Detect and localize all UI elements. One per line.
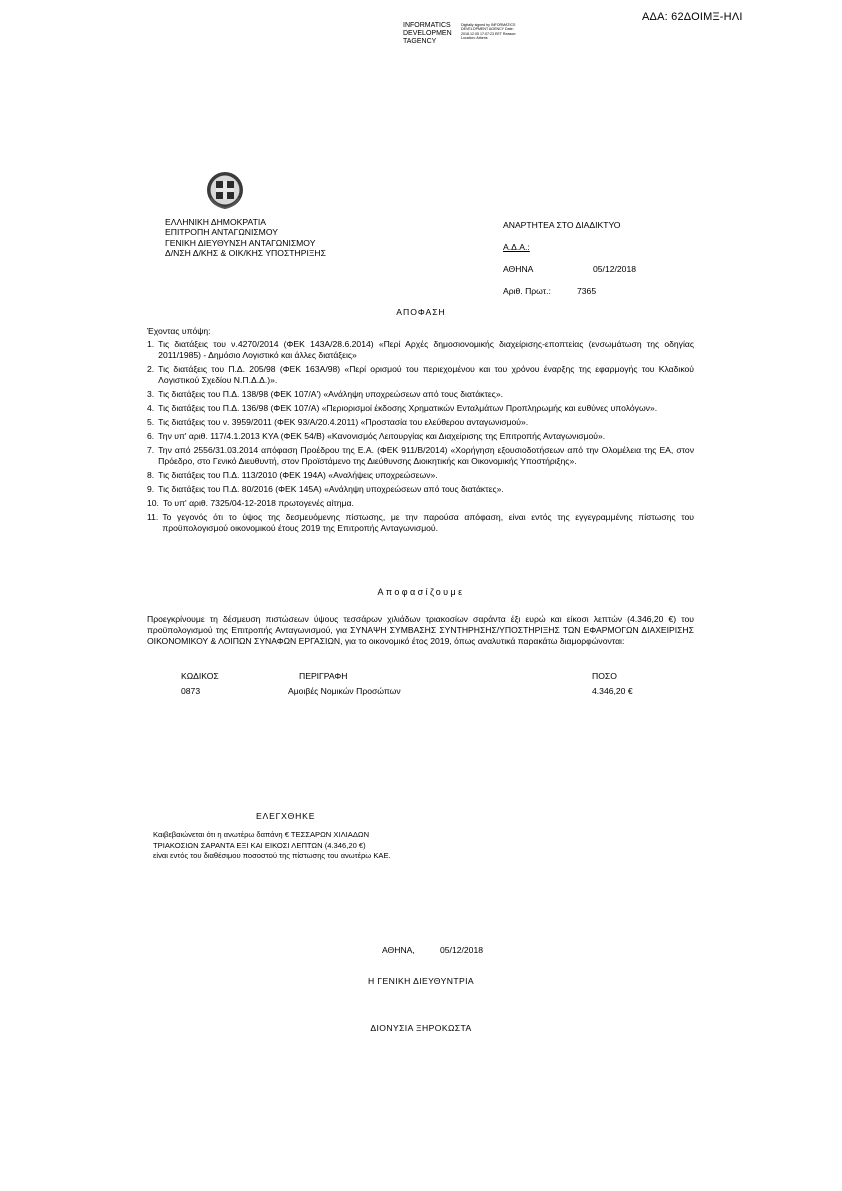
item-number: 4. (147, 403, 155, 413)
cell-code: 0873 (181, 686, 201, 696)
decide-title: Αποφασίζουμε (377, 587, 465, 597)
signature-stamp-name (403, 22, 452, 46)
statement-line: είναι εντός του διαθέσιμου ποσοστού της πίστωσης του ανωτέρω ΚΑΕ. (153, 851, 391, 861)
consideration-item (147, 484, 694, 495)
decision-title: ΑΠΟΦΑΣΗ (396, 307, 446, 317)
consideration-item (147, 417, 694, 428)
authority-line: Δ/ΝΣΗ Δ/ΚΗΣ & ΟΙΚ/ΚΗΣ ΥΠΟΣΤΗΡΙΞΗΣ (165, 248, 326, 259)
checked-title: ΕΛΕΓΧΘΗΚΕ (256, 811, 316, 821)
item-number: 10. (147, 498, 159, 508)
considerations-intro: Έχοντας υπόψη: (147, 326, 211, 336)
issuing-authority-block (165, 217, 326, 259)
item-number: 2. (147, 364, 155, 374)
col-header-amount: ΠΟΣΟ (592, 671, 617, 681)
signature-date: 05/12/2018 (440, 945, 484, 955)
consideration-item (147, 431, 694, 442)
consideration-item (147, 364, 694, 386)
statement-line: Καιβεβαιώνεται ότι η ανωτέρω δαπάνη € ΤΕΣΣΑΡΩΝ ΧΙΛΙΑΔΩΝ (153, 830, 370, 839)
protocol-label: Αριθ. Πρωτ.: (503, 286, 551, 296)
authority-line: ΓΕΝΙΚΗ ΔΙΕΥΘΥΝΣΗ ΑΝΤΑΓΩΝΙΣΜΟΥ (165, 237, 316, 248)
signatory-name: ΔΙΟΝΥΣΙΑ ΞΗΡΟΚΩΣΤΑ (370, 1023, 472, 1033)
stamp-line: DEVELOPMEN (403, 30, 452, 38)
signature-date-line (382, 945, 483, 956)
consideration-item (147, 445, 694, 467)
signature-city: ΑΘΗΝΑ, (382, 945, 415, 955)
item-text: Τις διατάξεις του Π.Δ. 136/98 (ΦΕΚ 107/Α) «Περιορισμοί έκδοσης Χρηματικών Ενταλμάτων Προπληρωμής και ευθύνες υπολόγων». (158, 403, 658, 413)
ada-code-top: ΑΔΑ: 62ΔΟΙΜΞ-ΗΛΙ (642, 11, 743, 23)
greek-state-emblem-icon (205, 170, 245, 210)
posting-notice: ΑΝΑΡΤΗΤΕΑ ΣΤΟ ΔΙΑΔΙΚΤΥΟ (503, 220, 621, 230)
digital-signature-stamp (403, 22, 533, 58)
item-text: Το υπ' αριθ. 7325/04-12-2018 πρωτογενές αίτημα. (162, 498, 354, 508)
item-text: Την από 2556/31.03.2014 απόφαση Προέδρου της Ε.Α. (ΦΕΚ 911/Β/2014) «Χορήγηση εξουσιοδοτήσεων από την Ολομέλεια της ΕΑ, στον Πρόεδρο, στο Γενικό Διευθυντή, στον Προϊστάμενο της Διεύθυνσης Διοικητικής και Οικονομικής Υποστήριξης». (158, 445, 694, 466)
table-row (181, 686, 641, 701)
document-date: 05/12/2018 (593, 264, 637, 274)
item-text: Το γεγονός ότι το ύψος της δεσμευόμενης πίστωσης, με την παρούσα απόφαση, είναι εντός της εγγεγραμμένης πίστωσης του προϋπολογισμού οικονομικού έτους 2019 της Επιτροπής Ανταγωνισμού. (162, 512, 694, 533)
signatory-role: Η ΓΕΝΙΚΗ ΔΙΕΥΘΥΝΤΡΙΑ (367, 976, 475, 986)
signature-stamp-details: Digitally signed by INFORMATICS DEVELOPMENT AGENCY Date: 2018.12.05 17:07:23 EET Reason: Location: Athens (461, 23, 517, 40)
checked-statement (153, 830, 391, 862)
cell-description: Αμοιβές Νομικών Προσώπων (288, 686, 401, 696)
col-header-code: ΚΩΔΙΚΟΣ (181, 671, 219, 681)
ada-label: Α.Δ.Α.: (503, 242, 530, 252)
table-header-row (181, 671, 641, 686)
cell-amount: 4.346,20 € (592, 686, 633, 696)
expense-table (181, 671, 641, 701)
considerations-list (147, 339, 694, 534)
decision-body: Προεγκρίνουμε τη δέσμευση πιστώσεων ύψους τεσσάρων χιλιάδων τριακοσίων σαράντα έξι ευρώ και είκοσι λεπτών (4.346,20 €) του προϋπολογισμού της Επιτροπής Ανταγωνισμού, για ΣΥΝΑΨΗ ΣΥΜΒΑΣΗΣ ΣΥΝΤΗΡΗΣΗΣ/ΥΠΟΣΤΗΡΙΞΗΣ ΤΩΝ ΕΦΑΡΜΟΓΩΝ ΔΙΑΧΕΙΡΙΣΗΣ ΟΙΚΟΝΟΜΙΚΟΥ & ΛΟΙΠΩΝ ΣΥΝΑΦΩΝ ΕΡΓΑΣΙΩΝ, για το οικονομικό έτος 2019, όπως αναλυτικά παρακάτω διαμορφώνονται: (147, 614, 694, 646)
authority-line: ΕΠΙΤΡΟΠΗ ΑΝΤΑΓΩΝΙΣΜΟΥ (165, 227, 278, 238)
item-text: Τις διατάξεις του Π.Δ. 138/98 (ΦΕΚ 107/Α') «Ανάληψη υποχρεώσεων από τους διατάκτες». (158, 389, 503, 399)
item-text: Τις διατάξεις του ν.4270/2014 (ΦΕΚ 143Α/28.6.2014) «Περί Αρχές δημοσιονομικής διαχείρισης-εποπτείας (ενσωμάτωση της οδηγίας 2011/1985) - Δημόσιο Λογιστικό και άλλες διατάξεις» (158, 339, 694, 360)
item-text: Τις διατάξεις του Π.Δ. 113/2010 (ΦΕΚ 194Α) «Αναλήψεις υποχρεώσεων». (158, 470, 438, 480)
consideration-item (147, 498, 694, 509)
statement-line: ΤΡΙΑΚΟΣΙΩΝ ΣΑΡΑΝΤΑ ΕΞΙ ΚΑΙ ΕΙΚΟΣΙ ΛΕΠΤΩΝ (4.346,20 €) (153, 840, 366, 850)
item-number: 6. (147, 431, 155, 441)
consideration-item (147, 512, 694, 534)
item-text: Τις διατάξεις του ν. 3959/2011 (ΦΕΚ 93/Α/20.4.2011) «Προστασία του ελεύθερου ανταγωνισμού». (158, 417, 529, 427)
consideration-item (147, 403, 694, 414)
consideration-item (147, 389, 694, 400)
col-header-description: ΠΕΡΙΓΡΑΦΗ (299, 671, 348, 681)
protocol-number: 7365 (577, 286, 597, 296)
item-text: Τις διατάξεις του Π.Δ. 80/2016 (ΦΕΚ 145Α) «Ανάληψη υποχρεώσεων από τους διατάκτες». (158, 484, 504, 494)
item-number: 8. (147, 470, 155, 480)
city-label: ΑΘΗΝΑ (503, 264, 534, 274)
stamp-line: INFORMATICS (403, 22, 451, 29)
item-text: Τις διατάξεις του Π.Δ. 205/98 (ΦΕΚ 163Α/98) «Περί ορισμού του περιεχομένου και του χρόνου έναρξης της εφαρμογής του Κλαδικού Λογιστικού Σχεδίου Ν.Π.Δ.Δ.)». (158, 364, 694, 385)
consideration-item (147, 470, 694, 481)
stamp-line: TAGENCY (403, 38, 437, 46)
item-number: 3. (147, 389, 155, 399)
item-number: 11. (147, 512, 159, 522)
authority-line: ΕΛΛΗΝΙΚΗ ΔΗΜΟΚΡΑΤΙΑ (165, 217, 266, 227)
item-number: 9. (147, 484, 155, 494)
item-number: 7. (147, 445, 155, 455)
considerations-section (147, 326, 694, 537)
item-number: 1. (147, 339, 155, 349)
item-number: 5. (147, 417, 155, 427)
consideration-item (147, 339, 694, 361)
document-meta-block (503, 220, 636, 308)
item-text: Την υπ' αριθ. 117/4.1.2013 ΚΥΑ (ΦΕΚ 54/Β) «Κανονισμός Λειτουργίας και Διαχείρισης της Επιτροπής Ανταγωνισμού». (158, 431, 606, 441)
